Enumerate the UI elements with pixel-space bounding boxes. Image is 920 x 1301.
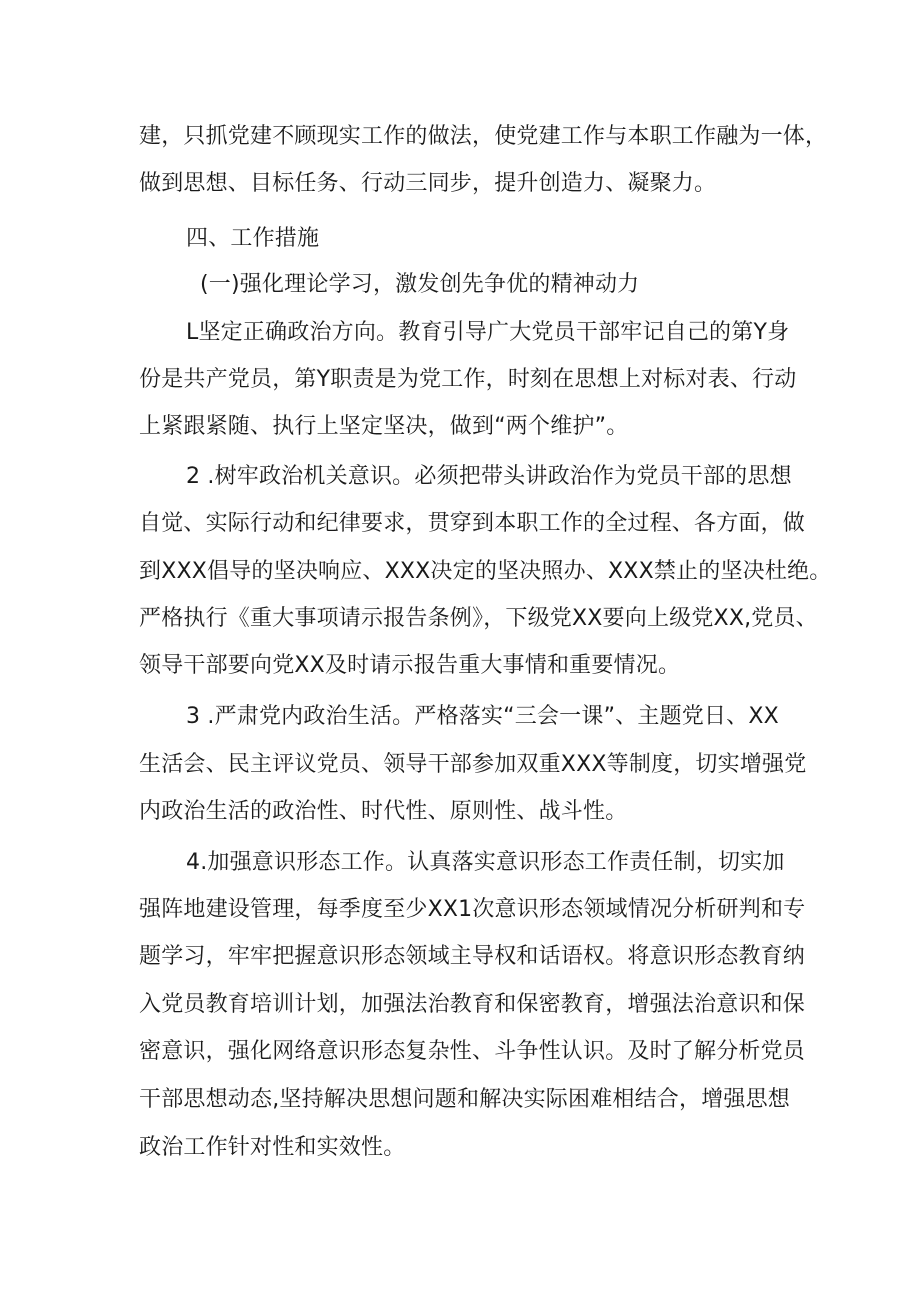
item-3-line-2: 生活会、民主评议党员、领导干部参加双重XXX等制度，切实增强党 bbox=[139, 752, 807, 777]
item-3-line-3: 内政治生活的政治性、时代性、原则性、战斗性。 bbox=[139, 799, 628, 824]
item-1-line-2: 份是共产党员，第Y职责是为党工作，时刻在思想上对标对表、行动 bbox=[139, 367, 797, 392]
item-2-line-1: 2 .树牢政治机关意识。必须把带头讲政治作为党员干部的思想 bbox=[186, 464, 792, 489]
section-heading: 四、工作措施 bbox=[186, 226, 320, 251]
item-2-line-3: 到XXX倡导的坚决响应、XXX决定的坚决照办、XXX禁止的坚决杜绝。 bbox=[139, 559, 832, 584]
item-4-line-1: 4.加强意识形态工作。认真落实意识形态工作责任制，切实加 bbox=[186, 850, 785, 875]
item-4-line-5: 密意识，强化网络意识形态复杂性、斗争性认识。及时了解分析党员 bbox=[139, 1039, 806, 1064]
item-2-line-2: 自觉、实际行动和纪律要求，贯穿到本职工作的全过程、各方面，做 bbox=[139, 511, 806, 536]
item-4-line-7: 政治工作针对性和实效性。 bbox=[139, 1135, 406, 1160]
item-2-line-4: 严格执行《重大事项请示报告条例》，下级党XX要向上级党XX,党员、 bbox=[139, 606, 818, 631]
text-line-2: 做到思想、目标任务、行动三同步，提升创造力、凝聚力。 bbox=[139, 171, 717, 196]
item-4-line-2: 强阵地建设管理，每季度至少XX1次意识形态领域情况分析研判和专 bbox=[139, 897, 806, 922]
item-4-line-3: 题学习，牢牢把握意识形态领域主导权和话语权。将意识形态教育纳 bbox=[139, 944, 806, 969]
item-2-line-5: 领导干部要向党XX及时请示报告重大事情和重要情况。 bbox=[139, 653, 681, 678]
item-4-line-4: 入党员教育培训计划，加强法治教育和保密教育，增强法治意识和保 bbox=[139, 992, 806, 1017]
item-1-line-3: 上紧跟紧随、执行上坚定坚决，做到“两个维护”。 bbox=[139, 414, 629, 439]
text-line-1: 建，只抓党建不顾现实工作的做法，使党建工作与本职工作融为一体， bbox=[139, 124, 828, 149]
item-3-line-1: 3 .严肃党内政治生活。严格落实“三会一课”、主题党日、XX bbox=[186, 704, 779, 729]
item-1-line-1: L坚定正确政治方向。教育引导广大党员干部牢记自己的第Y身 bbox=[186, 320, 790, 345]
subsection-heading: (一)强化理论学习，激发创先争优的精神动力 bbox=[200, 272, 640, 297]
item-4-line-6: 干部思想动态,坚持解决思想问题和解决实际困难相结合，增强思想 bbox=[139, 1087, 790, 1112]
